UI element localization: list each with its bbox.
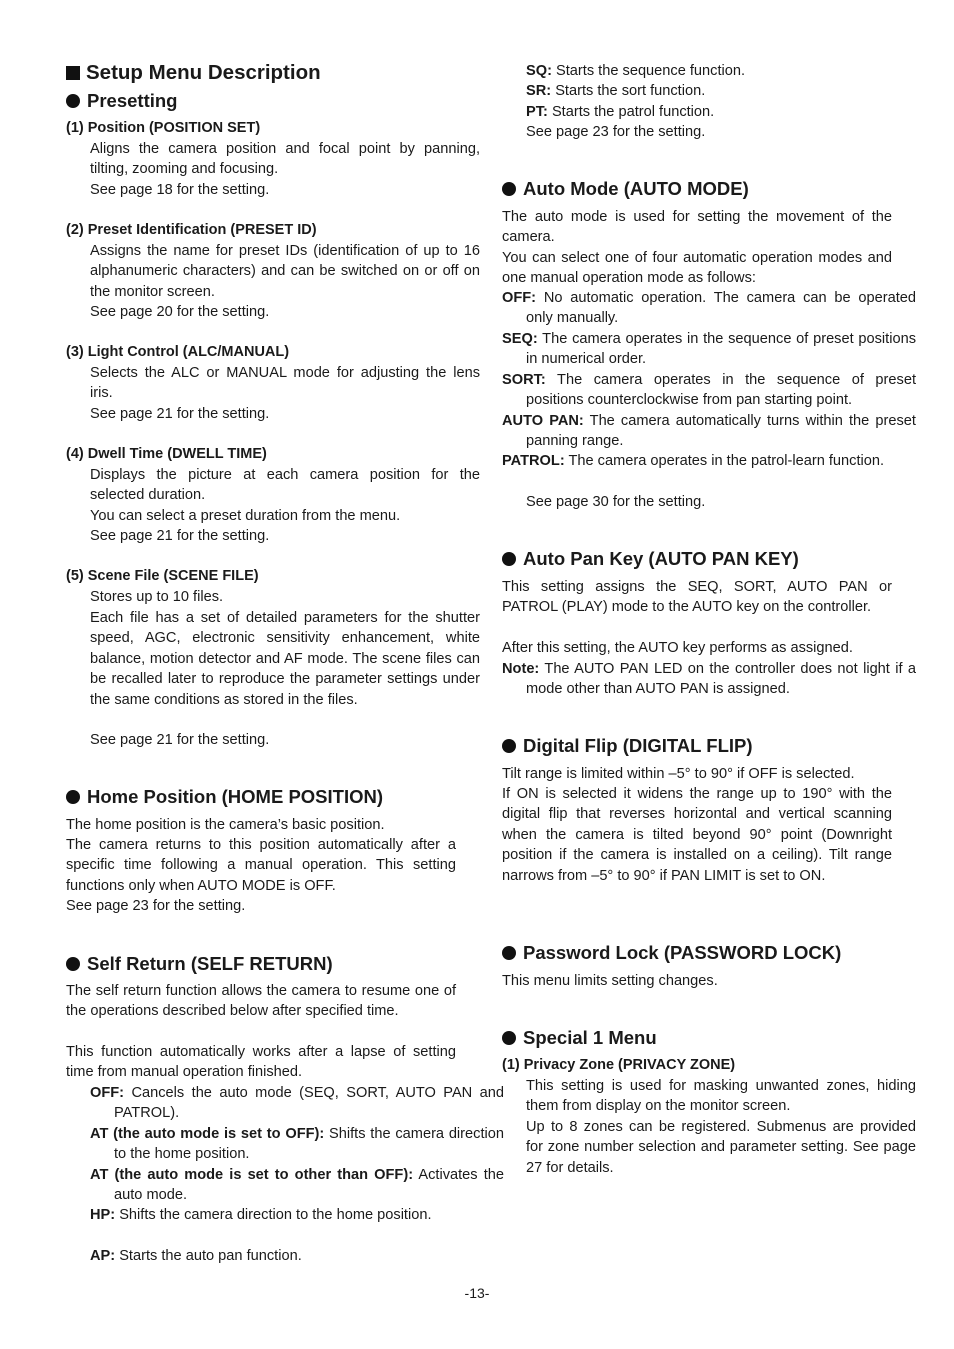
page-title: Setup Menu Description [66, 61, 456, 85]
square-bullet-icon [66, 66, 80, 80]
auto-pan-key-after: After this setting, the AUTO key performs as assigned. [502, 640, 853, 656]
self-return-see-page: See page 23 for the setting. [526, 124, 706, 140]
page-number: -13- [464, 1285, 490, 1301]
auto-pan-key-note: Note: The AUTO PAN LED on the controller does not light if a mode other than AUTO PAN is assigned. [502, 661, 916, 698]
auto-mode-option-off: OFF: No automatic operation. The camera can be operated only manually. [502, 290, 916, 327]
self-return-option-hp: HP: Shifts the camera direction to the home position. [90, 1207, 432, 1223]
home-position-description: The camera returns to this position automatically after a specific time following a manual operation. This setting functions only when AUTO MODE is OFF. [66, 837, 456, 894]
auto-mode-heading: Auto Mode (AUTO MODE) [502, 178, 892, 200]
circle-bullet-icon [66, 790, 80, 804]
auto-pan-key-description: This setting assigns the SEQ, SORT, AUTO PAN or PATROL (PLAY) mode to the AUTO key on the controller. [502, 579, 892, 616]
position-set-title: (1) Position (POSITION SET) [66, 120, 261, 136]
dwell-time-description: Displays the picture at each camera position for the selected duration. [90, 467, 480, 504]
circle-bullet-icon [502, 182, 516, 196]
self-return-option-sq: SQ: Starts the sequence function. [526, 63, 746, 79]
self-return-lapse: This function automatically works after a lapse of setting time from manual operation finished. [66, 1044, 456, 1081]
auto-mode-option-seq: SEQ: The camera operates in the sequence of preset positions in numerical order. [502, 331, 916, 368]
light-control-see-page: See page 21 for the setting. [90, 406, 270, 422]
password-lock-description: This menu limits setting changes. [502, 973, 718, 989]
circle-bullet-icon [66, 94, 80, 108]
circle-bullet-icon [502, 552, 516, 566]
home-position-basic: The home position is the camera’s basic position. [66, 817, 385, 833]
auto-mode-select: You can select one of four automatic operation modes and one manual operation mode as follows: [502, 250, 892, 287]
digital-flip-description: If ON is selected it widens the range up to 190° with the digital flip that reverses horizontal and vertical scanning when the camera is tilted beyond 90° point (Downright position if the camera is installed on a ceiling). Tilt range narrows from –5° to 90° if PAN LIMIT is set to ON. [502, 786, 892, 884]
auto-mode-intro: The auto mode is used for setting the movement of the camera. [502, 209, 892, 246]
scene-file-description: Each file has a set of detailed parameters for the shutter speed, AGC, electronic sensitivity enhancement, white balance, motion detector and AF mode. The scene files can be recalled later to reproduce the parameter settings under the same conditions as stored in the files. [90, 610, 480, 708]
auto-pan-key-heading: Auto Pan Key (AUTO PAN KEY) [502, 548, 892, 570]
self-return-option-at-other: AT (the auto mode is set to other than OFF): Activates the auto mode. [90, 1167, 504, 1204]
light-control-description: Selects the ALC or MANUAL mode for adjusting the lens iris. [90, 365, 480, 402]
self-return-option-pt: PT: Starts the patrol function. [526, 104, 715, 120]
auto-mode-see-page: See page 30 for the setting. [526, 494, 706, 510]
circle-bullet-icon [502, 946, 516, 960]
home-position-heading: Home Position (HOME POSITION) [66, 786, 456, 808]
home-position-see-page: See page 23 for the setting. [66, 898, 246, 914]
dwell-time-select-text: You can select a preset duration from the menu. [90, 508, 401, 524]
special1-heading: Special 1 Menu [502, 1027, 892, 1049]
auto-mode-option-auto-pan: AUTO PAN: The camera automatically turns within the preset panning range. [502, 413, 916, 450]
auto-mode-option-patrol: PATROL: The camera operates in the patrol-learn function. [502, 453, 885, 469]
scene-file-stores: Stores up to 10 files. [90, 589, 224, 605]
dwell-time-title: (4) Dwell Time (DWELL TIME) [66, 446, 267, 462]
self-return-heading: Self Return (SELF RETURN) [66, 953, 456, 975]
circle-bullet-icon [502, 739, 516, 753]
preset-id-description: Assigns the name for preset IDs (identification of up to 16 alphanumeric characters) and can be switched on or off on the monitor screen. [90, 243, 480, 300]
preset-id-see-page: See page 20 for the setting. [90, 304, 270, 320]
self-return-option-sr: SR: Starts the sort function. [526, 83, 706, 99]
self-return-intro: The self return function allows the camera to resume one of the operations described below after specified time. [66, 983, 456, 1020]
light-control-title: (3) Light Control (ALC/MANUAL) [66, 344, 290, 360]
preset-id-title: (2) Preset Identification (PRESET ID) [66, 222, 317, 238]
auto-mode-option-sort: SORT: The camera operates in the sequence of preset positions counterclockwise from pan starting point. [502, 372, 916, 409]
scene-file-title: (5) Scene File (SCENE FILE) [66, 568, 259, 584]
position-set-description: Aligns the camera position and focal point by panning, tilting, zooming and focusing. [90, 141, 480, 178]
digital-flip-heading: Digital Flip (DIGITAL FLIP) [502, 735, 892, 757]
scene-file-see-page: See page 21 for the setting. [90, 732, 270, 748]
privacy-zone-title: (1) Privacy Zone (PRIVACY ZONE) [502, 1057, 736, 1073]
self-return-option-at-off: AT (the auto mode is set to OFF): Shifts the camera direction to the home position. [90, 1126, 504, 1163]
circle-bullet-icon [502, 1031, 516, 1045]
position-set-see-page: See page 18 for the setting. [90, 182, 270, 198]
privacy-zone-description: This setting is used for masking unwanted zones, hiding them from display on the monitor screen. [526, 1078, 916, 1115]
password-lock-heading: Password Lock (PASSWORD LOCK) [502, 942, 892, 964]
digital-flip-tilt-range: Tilt range is limited within –5° to 90° if OFF is selected. [502, 766, 855, 782]
self-return-option-off: OFF: Cancels the auto mode (SEQ, SORT, AUTO PAN and PATROL). [90, 1085, 505, 1122]
presetting-heading: Presetting [66, 90, 456, 112]
self-return-option-ap: AP: Starts the auto pan function. [90, 1248, 302, 1264]
circle-bullet-icon [66, 957, 80, 971]
privacy-zone-registration: Up to 8 zones can be registered. Submenus are provided for zone number selection and parameter setting. See page 27 for details. [526, 1119, 916, 1176]
dwell-time-see-page: See page 21 for the setting. [90, 528, 270, 544]
